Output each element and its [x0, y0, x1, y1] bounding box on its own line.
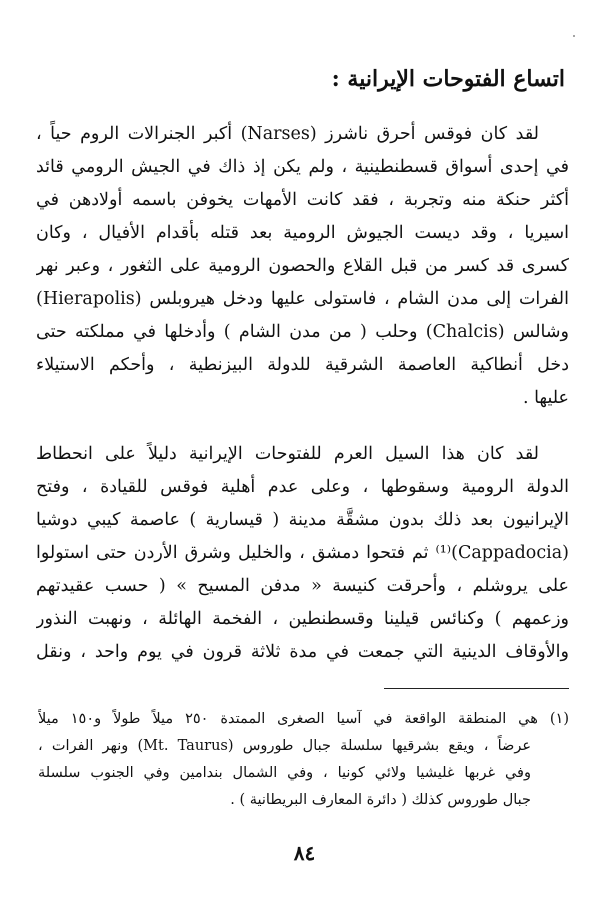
text-line: على يروشلم ، وأحرقت كنيسة « مدفن المسيح » ( حسب عقيدتهم — [36, 576, 569, 596]
text-line: (Cappadocia)⁽¹⁾ ثم فتحوا دمشق ، والخليل وشرق الأردن حتى استولوا — [36, 543, 569, 563]
paragraph-1 — [36, 118, 569, 415]
footnote-line: جبال طوروس كذلك ( دائرة المعارف البريطانية ) . — [230, 792, 531, 808]
text-line: أكثر حنكة منه وتجربة ، فقد كانت الأمهات يخوفن باسمه أولادهن في — [36, 190, 569, 210]
text-line: اسيريا ، وقد ديست الجيوش الرومية بعد قتله بأقدام الأفيال ، وكان — [36, 223, 569, 243]
footnote — [38, 706, 569, 814]
section-heading: اتساع الفتوحات الإيرانية : — [331, 66, 565, 92]
footnote-line: وفي غربها غليشيا ولائي كونيا ، وفي الشمال بندامين وفي الجنوب سلسلة — [38, 765, 531, 781]
text-line: الفرات إلى مدن الشام ، فاستولى عليها ودخل هيروبلس (Hierapolis) — [36, 289, 569, 309]
footnote-line: عرضاً ، ويقع بشرقيها سلسلة جبال طوروس (Mt. Taurus) ونهر الفرات ، — [38, 738, 531, 754]
text-line: والأوقاف الدينية التي جمعت في مدة ثلاثة قرون في يوم واحد ، ونقل — [36, 642, 569, 662]
footnote-line: (١) هي المنطقة الواقعة في آسيا الصغرى الممتدة ٢٥٠ ميلاً طولاً و١٥٠ ميلاً — [38, 711, 569, 727]
footnote-separator — [384, 688, 569, 689]
page-speck — [573, 35, 575, 37]
text-line: كسرى قد كسر من قبل القلاع والحصون الرومية على الثغور ، وعبر نهر — [36, 256, 569, 276]
text-line: دخل أنطاكية العاصمة الشرقية للدولة البيزنطية ، وأحكم الاستيلاء — [36, 355, 569, 375]
paragraph-2 — [36, 438, 569, 669]
text-line: لقد كان فوقس أحرق ناشرز (Narses) أكبر الجنرالات الروم حياً ، — [36, 124, 540, 144]
page-number: ٨٤ — [293, 841, 316, 865]
text-line: عليها . — [522, 388, 569, 408]
text-line: لقد كان هذا السيل العرم للفتوحات الإيرانية دليلاً على انحطاط — [36, 444, 539, 464]
text-line: الإيرانيون بعد ذلك بدون مشقَّة مدينة ( قيسارية ) عاصمة كيبي دوشيا — [36, 510, 569, 530]
text-line: وزعمهم ) وكنائس قيلينا وقسطنطين ، الفخمة الهائلة ، ونهبت النذور — [36, 609, 569, 629]
text-line: في إحدى أسواق قسطنطينية ، ولم يكن إذ ذاك في الجيش الرومي قائد — [36, 157, 569, 177]
text-line: وشالس (Chalcis) وحلب ( من مدن الشام ) وأدخلها في مملكته حتى — [36, 322, 569, 342]
text-line: الدولة الرومية وسقوطها ، وعلى عدم أهلية فوقس للقيادة ، وفتح — [36, 477, 569, 497]
